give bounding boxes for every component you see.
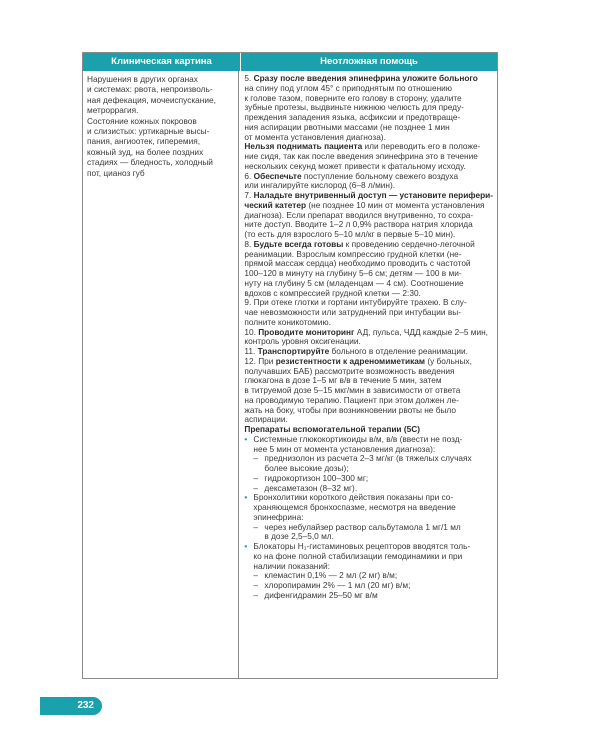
- text-segment: вдохов с компрессией грудной клетки — 2:30.: [244, 287, 421, 298]
- text-segment: на спину под углом 45° с приподнятым по отношению: [244, 82, 453, 93]
- sub-text-line: через небулайзер раствор сальбутамола 1 мг/1 мл: [264, 521, 461, 532]
- text-segment: реанимации. Взрослым компрессию грудной клетки (не-: [244, 248, 462, 259]
- text-segment: нуту на глубину 5 см (младенцам — 4 см). Соотношение: [244, 277, 464, 288]
- emergency-care-column: [239, 71, 497, 678]
- text-segment: 9. При отеке глотки и гортани интубируйте трахею. В слу-: [244, 297, 467, 308]
- text-segment: контроль уровня оксигенации.: [244, 336, 361, 347]
- bullet-text-line: эпинефрина:: [253, 511, 304, 522]
- bold-segment: резистентности к адреномиметикам: [275, 355, 426, 366]
- text-segment: ние сидя, так как после введения эпинефрина это в течение: [244, 151, 478, 161]
- text-segment: к проведению сердечно-легочной: [343, 238, 475, 249]
- text-segment: полните коникотомию.: [244, 316, 331, 327]
- dash-icon: –: [253, 589, 258, 600]
- text-segment: чае невозможности или затруднений при интубации вы-: [244, 307, 462, 317]
- bold-segment: Обеспечьте: [253, 170, 302, 181]
- sub-text-line: клемастин 0,1% — 2 мл (2 мг) в/м;: [264, 570, 398, 581]
- header-emergency-care: Неотложная помощь: [320, 56, 418, 67]
- bullet-text-line: Блокаторы H₁-гистаминовых рецепторов вводятся толь-: [253, 541, 471, 551]
- text-segment: 100–120 в минуту на глубину 5–6 см; детям — 100 в ми-: [244, 268, 462, 278]
- clinical-text-line: стадиях — бледность, холодный: [87, 157, 213, 168]
- sub-text-line: в дозе 2,5–5,0 мл.: [264, 531, 334, 542]
- bold-segment: Будьте всегда готовы: [253, 238, 344, 249]
- text-segment: на проводимую терапию. Пациент при этом должен ле-: [244, 394, 459, 405]
- bullet-item: [244, 493, 493, 522]
- text-segment: прямой массаж сердца) необходимо проводить с частотой: [244, 258, 471, 269]
- sub-text-line: гидрокортизон 100–300 мг;: [264, 472, 369, 483]
- clinical-text-line: Нарушения в других органах: [87, 74, 198, 84]
- sub-text-line: дифенгидрамин 25–50 мг в/м: [264, 589, 378, 600]
- text-segment: преждения западения языка, асфиксии и предотвраще-: [244, 112, 461, 122]
- page-number: 232: [40, 697, 102, 715]
- text-segment: 8.: [244, 238, 254, 249]
- bullet-icon: •: [244, 433, 248, 444]
- text-segment: или переводить его в положе-: [362, 141, 481, 152]
- text-segment: диагноза). Если препарат вводился внутривенно, то сохра-: [244, 209, 474, 220]
- text-segment: 10.: [244, 326, 259, 337]
- text-segment: зубные протезы, выдвиньте нижнюю челюсть для преду-: [244, 102, 464, 113]
- text-segment: 5.: [244, 73, 254, 83]
- bullet-icon: •: [244, 541, 248, 551]
- clinical-text-line: и слизистых: уртикарные высы-: [87, 126, 210, 137]
- clinical-text-line: и системах: рвота, непроизволь-: [87, 84, 213, 95]
- text-segment: АД, пульса, ЧДД каждые 2–5 мин,: [354, 326, 488, 337]
- clinical-text-line: метроррагия.: [87, 105, 139, 116]
- bold-segment: Проводите мониторинг: [258, 326, 355, 337]
- text-segment: глюкагона в дозе 1–5 мг в/в в течение 5 мин, затем: [244, 375, 442, 386]
- bold-segment: Препараты вспомогательной терапии (5С): [244, 424, 420, 434]
- bold-segment: Нельзя поднимать пациента: [244, 141, 363, 152]
- bullet-text-line: ко на фоне полной стабилизации гемодинамики и при: [253, 550, 463, 561]
- dash-icon: –: [253, 521, 258, 532]
- text-segment: (не позднее 10 мин от момента установления: [306, 199, 485, 210]
- bullet-item: [244, 435, 493, 455]
- dash-icon: –: [253, 472, 258, 483]
- clinical-text-line: Состояние кожных покровов: [87, 115, 197, 126]
- sub-text-line: более высокие дозы);: [264, 463, 349, 473]
- dash-icon: –: [253, 482, 258, 493]
- sub-item: [244, 454, 493, 474]
- text-segment: в титруемой дозе 5–15 мкг/мин в зависимости от ответа: [244, 385, 461, 395]
- text-segment: от момента установления диагноза).: [244, 131, 386, 142]
- text-segment: (то есть для взрослого 5–10 мл/кг в первые 5–10 мин).: [244, 229, 456, 239]
- table-header: [83, 53, 497, 71]
- dash-icon: –: [253, 453, 258, 464]
- sub-text-line: хлоропирамин 2% — 1 мл (20 мг) в/м;: [264, 580, 411, 590]
- emergency-care-table: [82, 52, 498, 679]
- text-segment: или ингалируйте кислород (6–8 л/мин).: [244, 180, 396, 191]
- bold-segment: Наладьте внутривенный доступ — установите перифери-: [253, 190, 493, 200]
- bold-segment: Сразу после введения эпинефрина уложите больного: [253, 73, 478, 83]
- clinical-text-line: ная дефекация, мочеиспускание,: [87, 94, 216, 105]
- text-segment: 7.: [244, 190, 254, 200]
- text-segment: аспирации.: [244, 414, 288, 425]
- bullet-text-line: нее 5 мин от момента установления диагноза):: [253, 443, 436, 454]
- bold-segment: ческий катетер: [244, 199, 307, 210]
- clinical-picture-column: [83, 71, 239, 678]
- text-segment: ния аспирации рвотными массами (не позднее 1 мин: [244, 121, 450, 132]
- text-segment: жать на боку, чтобы при возникновении рвоты не было: [244, 404, 456, 415]
- text-segment: поступление больному свежего воздуха: [301, 170, 459, 181]
- text-segment: получавших БАБ) рассмотрите возможность введения: [244, 365, 455, 376]
- text-segment: 11.: [244, 346, 258, 356]
- dash-icon: –: [253, 570, 258, 581]
- bullet-text-line: Системные глюкокортикоиды в/м, в/в (ввести не позд-: [253, 433, 463, 444]
- text-segment: нескольких секунд может привести к фатальному исходу.: [244, 160, 466, 171]
- table-body: [83, 71, 497, 678]
- dash-icon: –: [253, 580, 258, 590]
- clinical-text-line: кожный зуд, на более поздних: [87, 146, 204, 157]
- text-segment: 6.: [244, 170, 254, 181]
- sub-text-line: преднизолон из расчета 2–3 мг/кг (в тяжелых случаях: [264, 453, 472, 464]
- sub-text-line: дексаметазон (8–32 мг).: [264, 482, 358, 493]
- text-segment: больного в отделение реанимации.: [329, 346, 468, 356]
- bullet-item: [244, 542, 493, 571]
- bullet-icon: •: [244, 492, 248, 503]
- text-segment: 12. При: [244, 355, 276, 366]
- bullet-text-line: Бронхолитики короткого действия показаны при со-: [253, 492, 454, 503]
- text-segment: (у больных,: [425, 355, 472, 366]
- text-segment: к голове тазом, поверните его голову в сторону, удалите: [244, 92, 462, 103]
- bullet-text-line: наличии показаний:: [253, 560, 330, 571]
- bullet-text-line: храняющемся бронхоспазме, несмотря на введение: [253, 502, 456, 512]
- sub-item: [244, 591, 493, 601]
- clinical-text-line: пания, ангиоотек, гиперемия,: [87, 136, 201, 147]
- clinical-text-line: пот, цианоз губ: [87, 167, 145, 178]
- bold-segment: Транспортируйте: [257, 346, 330, 356]
- header-clinical-picture: Клиническая картина: [83, 53, 241, 71]
- text-segment: ните доступ. Вводите 1–2 л 0,9% раствора натрия хлорида: [244, 219, 473, 230]
- sub-item: [244, 523, 493, 543]
